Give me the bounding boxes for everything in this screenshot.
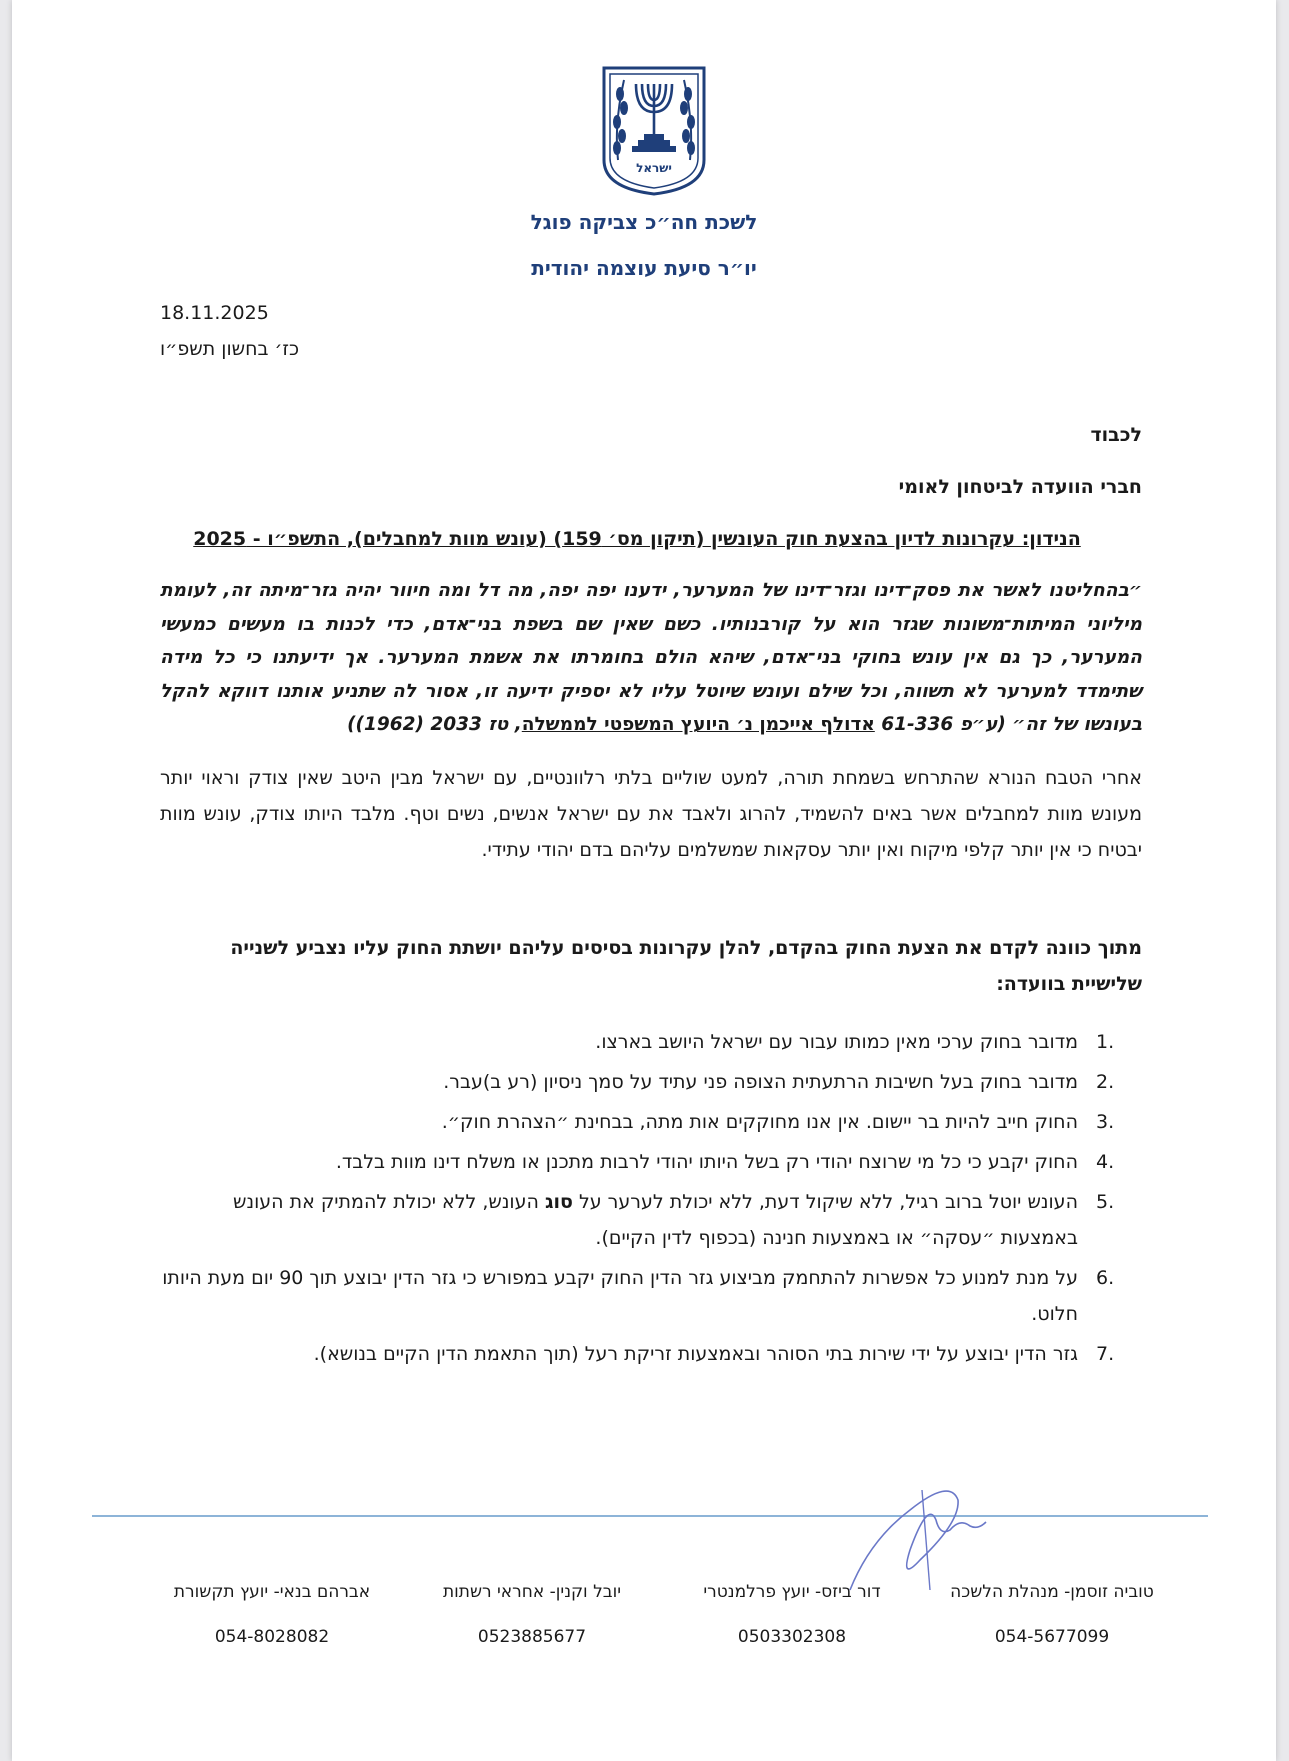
staff-phone: 054-8028082 — [214, 1627, 330, 1647]
list-item — [160, 1184, 1115, 1256]
footer-divider — [92, 1515, 1208, 1517]
salutation: לכבוד — [1090, 424, 1142, 446]
list-item-text: מדובר בחוק ערכי מאין כמותו עבור עם ישראל היושב בארצו. — [595, 1031, 1078, 1053]
quote-citation-prefix: (ע״פ 61-336 — [881, 714, 1006, 735]
principles-intro: מתוך כוונה לקדם את הצעת החוק בהקדם, להלן עקרונות בסיסים עליהם יושתת החוק עליו נצביע לשנייה שלישיית בוועדה: — [230, 937, 1142, 995]
staff-name: יובל וקנין- אחראי רשתות — [442, 1582, 622, 1602]
list-number: 3. — [1096, 1111, 1115, 1133]
list-item-emphasis: סוג — [544, 1191, 573, 1213]
list-item — [160, 1144, 1115, 1180]
staff-phone: 054-5677099 — [994, 1627, 1110, 1647]
list-item-text: החוק חייב להיות בר יישום. אין אנו מחוקקים אות מתה, בבחינת ״הצהרת חוק״. — [441, 1111, 1078, 1133]
recipient-name: חברי הוועדה לביטחון לאומי — [898, 476, 1142, 498]
subject-line: הנידון: עקרונות לדיון בהצעת חוק העונשין (תיקון מס׳ 159) (עונש מוות למחבלים), התשפ״ו - 2025 — [193, 528, 1081, 550]
emblem-label: ישראל — [636, 161, 672, 175]
letter-page — [12, 0, 1276, 1761]
staff-name: טוביה זוסמן- מנהלת הלשכה — [950, 1582, 1154, 1602]
list-item — [160, 1104, 1115, 1140]
quote-citation-suffix: , טז 2033 (1962)) — [347, 714, 522, 735]
staff-phone: 0503302308 — [737, 1627, 847, 1647]
list-item — [160, 1024, 1115, 1060]
principles-list — [160, 1024, 1115, 1376]
office-title: יו״ר סיעת עוצמה יהודית — [531, 256, 757, 280]
quote-text: ״בהחליטנו לאשר את פסק־דינו וגזר־דינו של המערער, ידענו יפה יפה, מה דל ומה חיוור יהיה גזר־מיתה זה, לעומת מיליוני המיתות־משונות שגזר הוא על קורבנותיו. כשם שאין שם בשפת בני־אדם, כדי לכנות בו מעשים כמעשי המערער, כך גם אין עונש בחוקי בני־אדם, שיהא הולם בחומרתו את אשמת המערער. אך ידיעתנו כי כל מידה שתימדד למערער לא תשווה, וכל שילם ועונש שיוטל עליו לא יספיק ידיעה זו, אסור לה שתניע אותנו דווקא להקל בעונשו של זה״ — [160, 580, 1142, 735]
list-number: 2. — [1096, 1071, 1115, 1093]
staff-name: דור ביזס- יועץ פרלמנטרי — [703, 1582, 881, 1602]
list-item — [160, 1260, 1115, 1332]
list-item-text: גזר הדין יבוצע על ידי שירות בתי הסוהר ובאמצעות זריקת רעל (תוך התאמת הדין הקיים בנושא). — [313, 1343, 1078, 1365]
office-name: לשכת חה״כ צביקה פוגל — [530, 210, 758, 234]
list-item-text: העונש יוטל ברוב רגיל, ללא שיקול דעת, ללא יכולת לערער על — [572, 1191, 1078, 1213]
quote-block — [160, 574, 1142, 742]
quote-citation-case: אדולף אייכמן נ׳ היועץ המשפטי לממשלה — [521, 714, 875, 735]
list-number: 4. — [1096, 1151, 1115, 1173]
staff-phone: 0523885677 — [477, 1627, 587, 1647]
staff-name: אברהם בנאי- יועץ תקשורת — [173, 1582, 371, 1602]
gregorian-date: 18.11.2025 — [160, 302, 269, 324]
list-item — [160, 1064, 1115, 1100]
state-emblem-icon — [600, 64, 708, 198]
list-number: 1. — [1096, 1031, 1115, 1053]
handwritten-signature-icon — [840, 1470, 1010, 1600]
hebrew-date: כז׳ בחשון תשפ״ו — [160, 338, 300, 360]
list-item — [160, 1336, 1115, 1372]
list-item-text: מדובר בחוק בעל חשיבות הרתעתית הצופה פני עתיד על סמך ניסיון (רע ב)עבר. — [443, 1071, 1078, 1093]
list-item-text: העונש, ללא יכולת להמתיק את העונש באמצעות ״עסקה״ או באמצעות חנינה (בכפוף לדין הקיים). — [233, 1191, 1078, 1249]
body-paragraph: אחרי הטבח הנורא שהתרחש בשמחת תורה, למעט שוליים בלתי רלוונטיים, עם ישראל מבין היטב שאין צודק וראוי יותר מעונש מוות למחבלים אשר באים להשמיד, להרוג ולאבד את עם ישראל אנשים, נשים וטף. מלבד היותו צודק, עונש מוות יבטיח כי אין יותר קלפי מיקוח ואין יותר עסקאות שמשלמים עליהם בדם יהודי עתידי. — [160, 767, 1142, 861]
list-item-text: החוק יקבע כי כל מי שרוצח יהודי רק בשל היותו יהודי לרבות מתכנן או משלח דינו מוות בלבד. — [335, 1151, 1078, 1173]
list-number: 7. — [1096, 1343, 1115, 1365]
list-number: 5. — [1096, 1191, 1115, 1213]
list-number: 6. — [1096, 1267, 1115, 1289]
list-item-text: על מנת למנוע כל אפשרות להתחמק מביצוע גזר הדין החוק יקבע במפורש כי גזר הדין יבוצע תוך 90 יום מעת היותו חלוט. — [162, 1267, 1078, 1325]
